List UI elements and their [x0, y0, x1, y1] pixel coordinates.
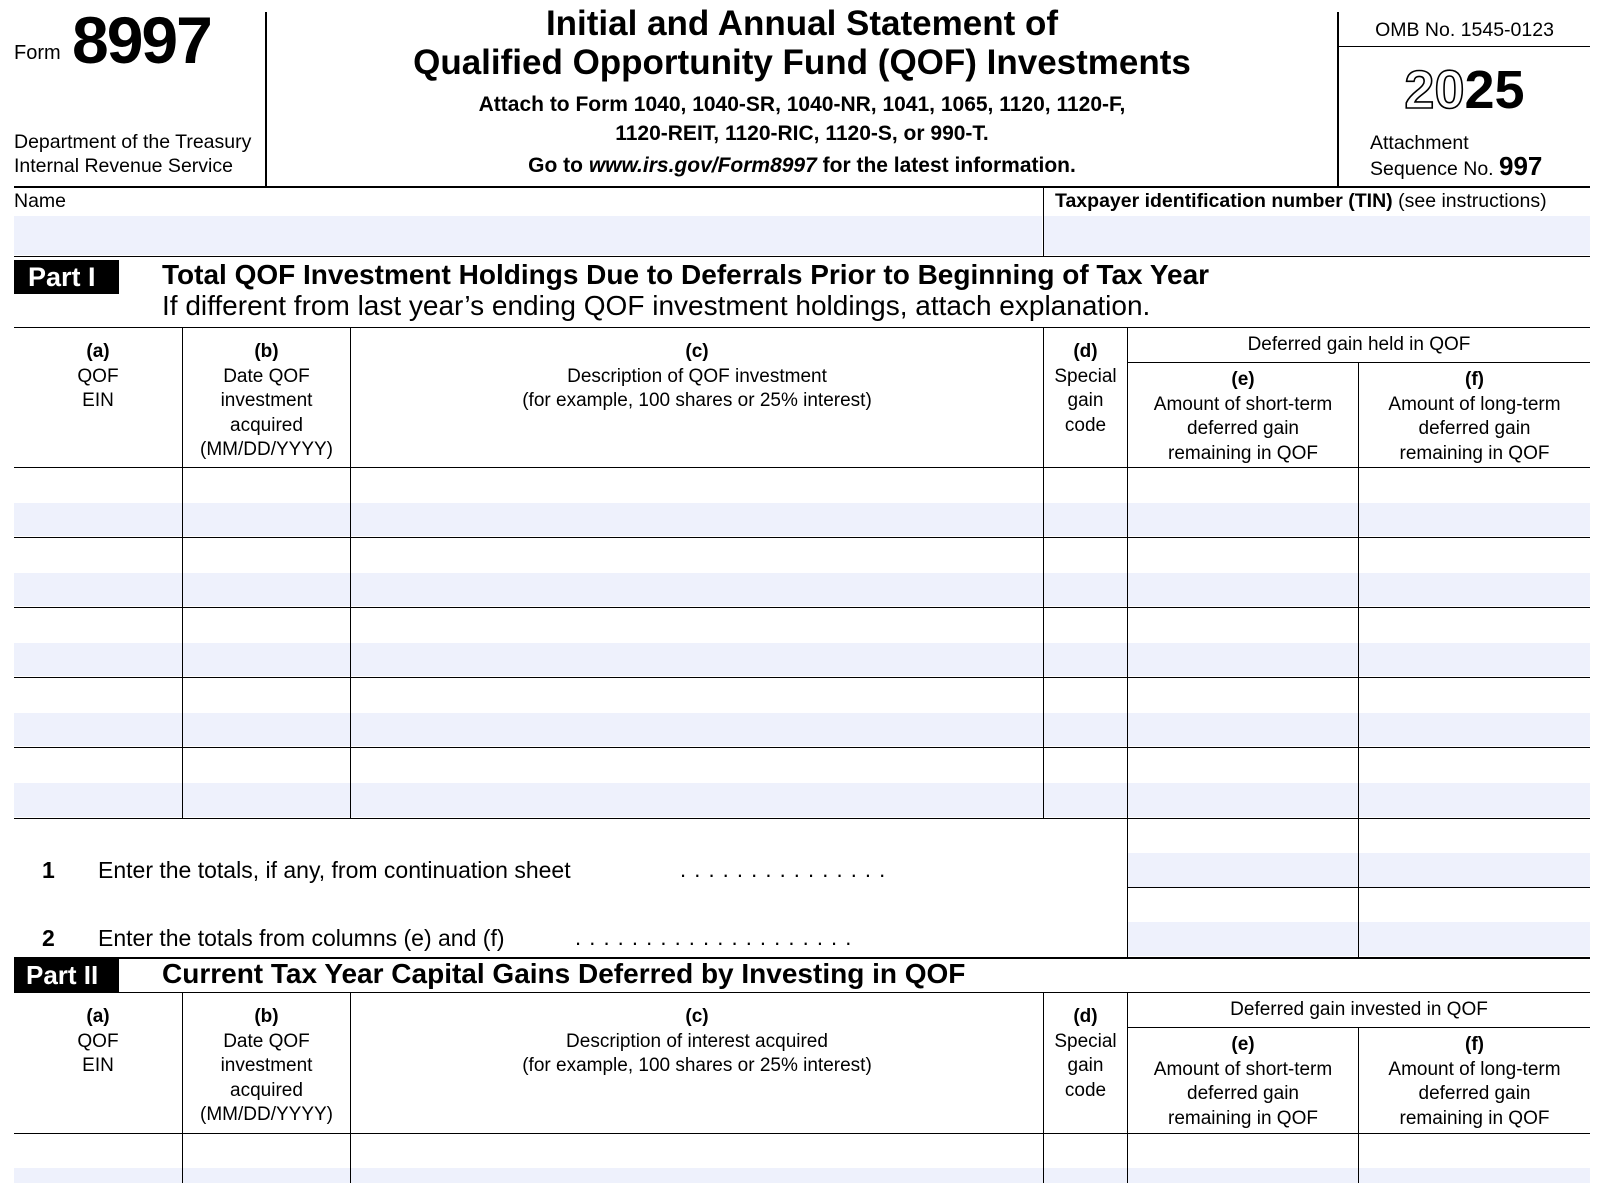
p1-r4-long-term-input[interactable] [1359, 713, 1590, 746]
dept-treasury: Department of the Treasury [14, 131, 252, 153]
p2-col-b-label4: (MM/DD/YYYY) [200, 1104, 333, 1125]
p1-r5-long-term-input[interactable] [1359, 783, 1590, 817]
p1-r4-description-input[interactable] [351, 713, 1043, 746]
p1-col-b-label2: investment [220, 390, 313, 411]
attach-line-2: 1120-REIT, 1120-RIC, 1120-S, or 990-T. [615, 122, 989, 145]
p1-r5-short-term-input[interactable] [1128, 783, 1358, 817]
p1-r2-date-input[interactable] [183, 573, 350, 606]
p1-r5-date-input[interactable] [183, 783, 350, 817]
p2-r1-long-term-input[interactable] [1359, 1168, 1590, 1183]
p1-col-e-label2: deferred gain [1187, 418, 1299, 439]
p1-col-b-letter: (b) [254, 341, 279, 362]
p2-col-d-letter: (d) [1073, 1006, 1098, 1027]
p1-col-c-label: Description of QOF investment [567, 365, 827, 387]
title-line-1: Initial and Annual Statement of [545, 4, 1059, 43]
p2-r1-date-input[interactable] [183, 1168, 350, 1183]
part1-subtitle: If different from last year’s ending QOF investment holdings, attach explanation. [162, 290, 1151, 321]
part1-title: Total QOF Investment Holdings Due to Deferrals Prior to Beginning of Tax Year [162, 259, 1210, 290]
p1-col-b-label: Date QOF [223, 365, 310, 387]
line2-text: Enter the totals from columns (e) and (f) [98, 925, 505, 951]
line2-number: 2 [42, 925, 55, 951]
p1-r2-long-term-input[interactable] [1359, 573, 1590, 606]
p1-r1-short-term-input[interactable] [1128, 503, 1358, 536]
title-line-2: Qualified Opportunity Fund (QOF) Investments [413, 43, 1191, 82]
name-label: Name [14, 190, 67, 212]
p1-r1-code-input[interactable] [1044, 503, 1127, 536]
p1-col-f-label: Amount of long-term [1388, 393, 1561, 415]
p2-r1-short-term-input[interactable] [1128, 1168, 1358, 1183]
p2-r1-ein-input[interactable] [14, 1168, 182, 1183]
p1-col-a-label2: EIN [82, 390, 114, 411]
sequence-number: 997 [1499, 151, 1543, 181]
line1-text: Enter the totals, if any, from continuation sheet [98, 857, 571, 883]
year-outline: 20 [1404, 60, 1465, 120]
line2-short-term-input[interactable] [1128, 922, 1358, 956]
p2-col-a-letter: (a) [86, 1006, 110, 1027]
p2-col-b-label3: acquired [230, 1079, 303, 1101]
p2-group-header: Deferred gain invested in QOF [1230, 999, 1488, 1020]
p2-r1-code-input[interactable] [1044, 1168, 1127, 1183]
p2-col-c-letter: (c) [685, 1006, 709, 1027]
omb-number: OMB No. 1545-0123 [1375, 19, 1554, 41]
p1-col-b-label3: acquired [230, 414, 303, 436]
p1-col-a-label: QOF [77, 365, 119, 387]
p1-col-e-label3: remaining in QOF [1168, 442, 1318, 464]
p2-col-e-label3: remaining in QOF [1168, 1107, 1318, 1129]
line2-long-term-input[interactable] [1359, 922, 1590, 956]
dept-irs: Internal Revenue Service [14, 155, 233, 177]
p1-col-b-label4: (MM/DD/YYYY) [200, 439, 333, 460]
p2-col-f-label2: deferred gain [1418, 1083, 1531, 1104]
p1-r2-ein-input[interactable] [14, 573, 182, 606]
p1-col-f-label3: remaining in QOF [1399, 442, 1550, 464]
p1-r5-description-input[interactable] [351, 783, 1043, 817]
p1-col-e-label: Amount of short-term [1153, 393, 1333, 415]
p1-r2-description-input[interactable] [351, 573, 1043, 606]
sequence-label: Sequence No. [1370, 158, 1494, 180]
p2-col-e-label: Amount of short-term [1153, 1058, 1333, 1080]
p2-r1-description-input[interactable] [351, 1168, 1043, 1183]
p2-col-c-label2: (for example, 100 shares or 25% interest) [522, 1055, 872, 1076]
p1-r4-code-input[interactable] [1044, 713, 1127, 746]
attachment-sequence [1370, 132, 1542, 181]
p2-col-e-label2: deferred gain [1187, 1083, 1299, 1104]
p2-col-e-letter: (e) [1231, 1034, 1255, 1055]
p1-r3-ein-input[interactable] [14, 643, 182, 676]
attach-instructions [267, 90, 1337, 148]
year-bold: 25 [1464, 60, 1525, 120]
form-title [267, 4, 1337, 82]
p1-col-f-label2: deferred gain [1418, 418, 1531, 439]
p1-r3-long-term-input[interactable] [1359, 643, 1590, 676]
p1-col-c-letter: (c) [685, 341, 709, 362]
p2-col-b-label2: investment [220, 1055, 313, 1076]
p1-r3-date-input[interactable] [183, 643, 350, 676]
tin-label: Taxpayer identification number (TIN) (see instructions) [1055, 190, 1547, 212]
part2-badge: Part II [14, 959, 119, 992]
p1-r1-long-term-input[interactable] [1359, 503, 1590, 536]
p1-group-header: Deferred gain held in QOF [1247, 334, 1471, 355]
p1-r2-short-term-input[interactable] [1128, 573, 1358, 606]
p1-r5-code-input[interactable] [1044, 783, 1127, 817]
p2-col-a-label2: EIN [82, 1055, 114, 1076]
p2-col-f-label: Amount of long-term [1388, 1058, 1561, 1080]
tax-year [1339, 60, 1590, 120]
p2-col-a-label: QOF [77, 1030, 119, 1052]
line2-leader-dots: . . . . . . . . . . . . . . . . . . . . [575, 925, 853, 950]
p2-col-f-label3: remaining in QOF [1399, 1107, 1550, 1129]
line1-number: 1 [42, 857, 55, 883]
p2-col-d-label3: code [1064, 1079, 1107, 1101]
p1-col-d-label3: code [1064, 414, 1107, 436]
p1-r1-date-input[interactable] [183, 503, 350, 536]
line1-leader-dots: . . . . . . . . . . . . . . . [680, 857, 887, 882]
form-label: Form [14, 42, 61, 64]
p2-col-c-label: Description of interest acquired [566, 1030, 828, 1052]
form-number: 8997 [72, 3, 211, 77]
p1-r1-description-input[interactable] [351, 503, 1043, 536]
line1-short-term-input[interactable] [1128, 853, 1358, 887]
p1-r5-ein-input[interactable] [14, 783, 182, 817]
p1-col-f-letter: (f) [1465, 369, 1484, 390]
p1-col-e-letter: (e) [1231, 369, 1255, 390]
p2-col-d-label2: gain [1067, 1055, 1104, 1076]
p2-col-b-label: Date QOF [223, 1030, 310, 1052]
p1-r4-ein-input[interactable] [14, 713, 182, 746]
tin-input[interactable] [1044, 216, 1590, 255]
p1-col-a-letter: (a) [86, 341, 110, 362]
irs-url-link[interactable]: www.irs.gov/Form8997 [588, 154, 817, 177]
name-input[interactable] [14, 216, 1042, 255]
p1-r1-ein-input[interactable] [14, 503, 182, 536]
p2-col-d-label: Special [1054, 1030, 1117, 1052]
p1-r4-date-input[interactable] [183, 713, 350, 746]
goto-line: Go to www.irs.gov/Form8997 for the latest information. [528, 154, 1076, 177]
p1-r2-code-input[interactable] [1044, 573, 1127, 606]
attach-line-1: Attach to Form 1040, 1040-SR, 1040-NR, 1041, 1065, 1120, 1120-F, [478, 93, 1126, 116]
p1-col-c-label2: (for example, 100 shares or 25% interest) [522, 390, 872, 411]
p1-r3-description-input[interactable] [351, 643, 1043, 676]
part2-title: Current Tax Year Capital Gains Deferred by Investing in QOF [162, 958, 966, 989]
p1-col-d-label: Special [1054, 365, 1117, 387]
p1-r4-short-term-input[interactable] [1128, 713, 1358, 746]
p1-r3-short-term-input[interactable] [1128, 643, 1358, 676]
p1-col-d-label2: gain [1067, 390, 1104, 411]
line1-long-term-input[interactable] [1359, 853, 1590, 887]
p2-col-f-letter: (f) [1465, 1034, 1484, 1055]
p1-r3-code-input[interactable] [1044, 643, 1127, 676]
attachment-label: Attachment [1370, 132, 1469, 154]
p2-col-b-letter: (b) [254, 1006, 279, 1027]
p1-col-d-letter: (d) [1073, 341, 1098, 362]
part1-badge: Part I [14, 260, 119, 294]
